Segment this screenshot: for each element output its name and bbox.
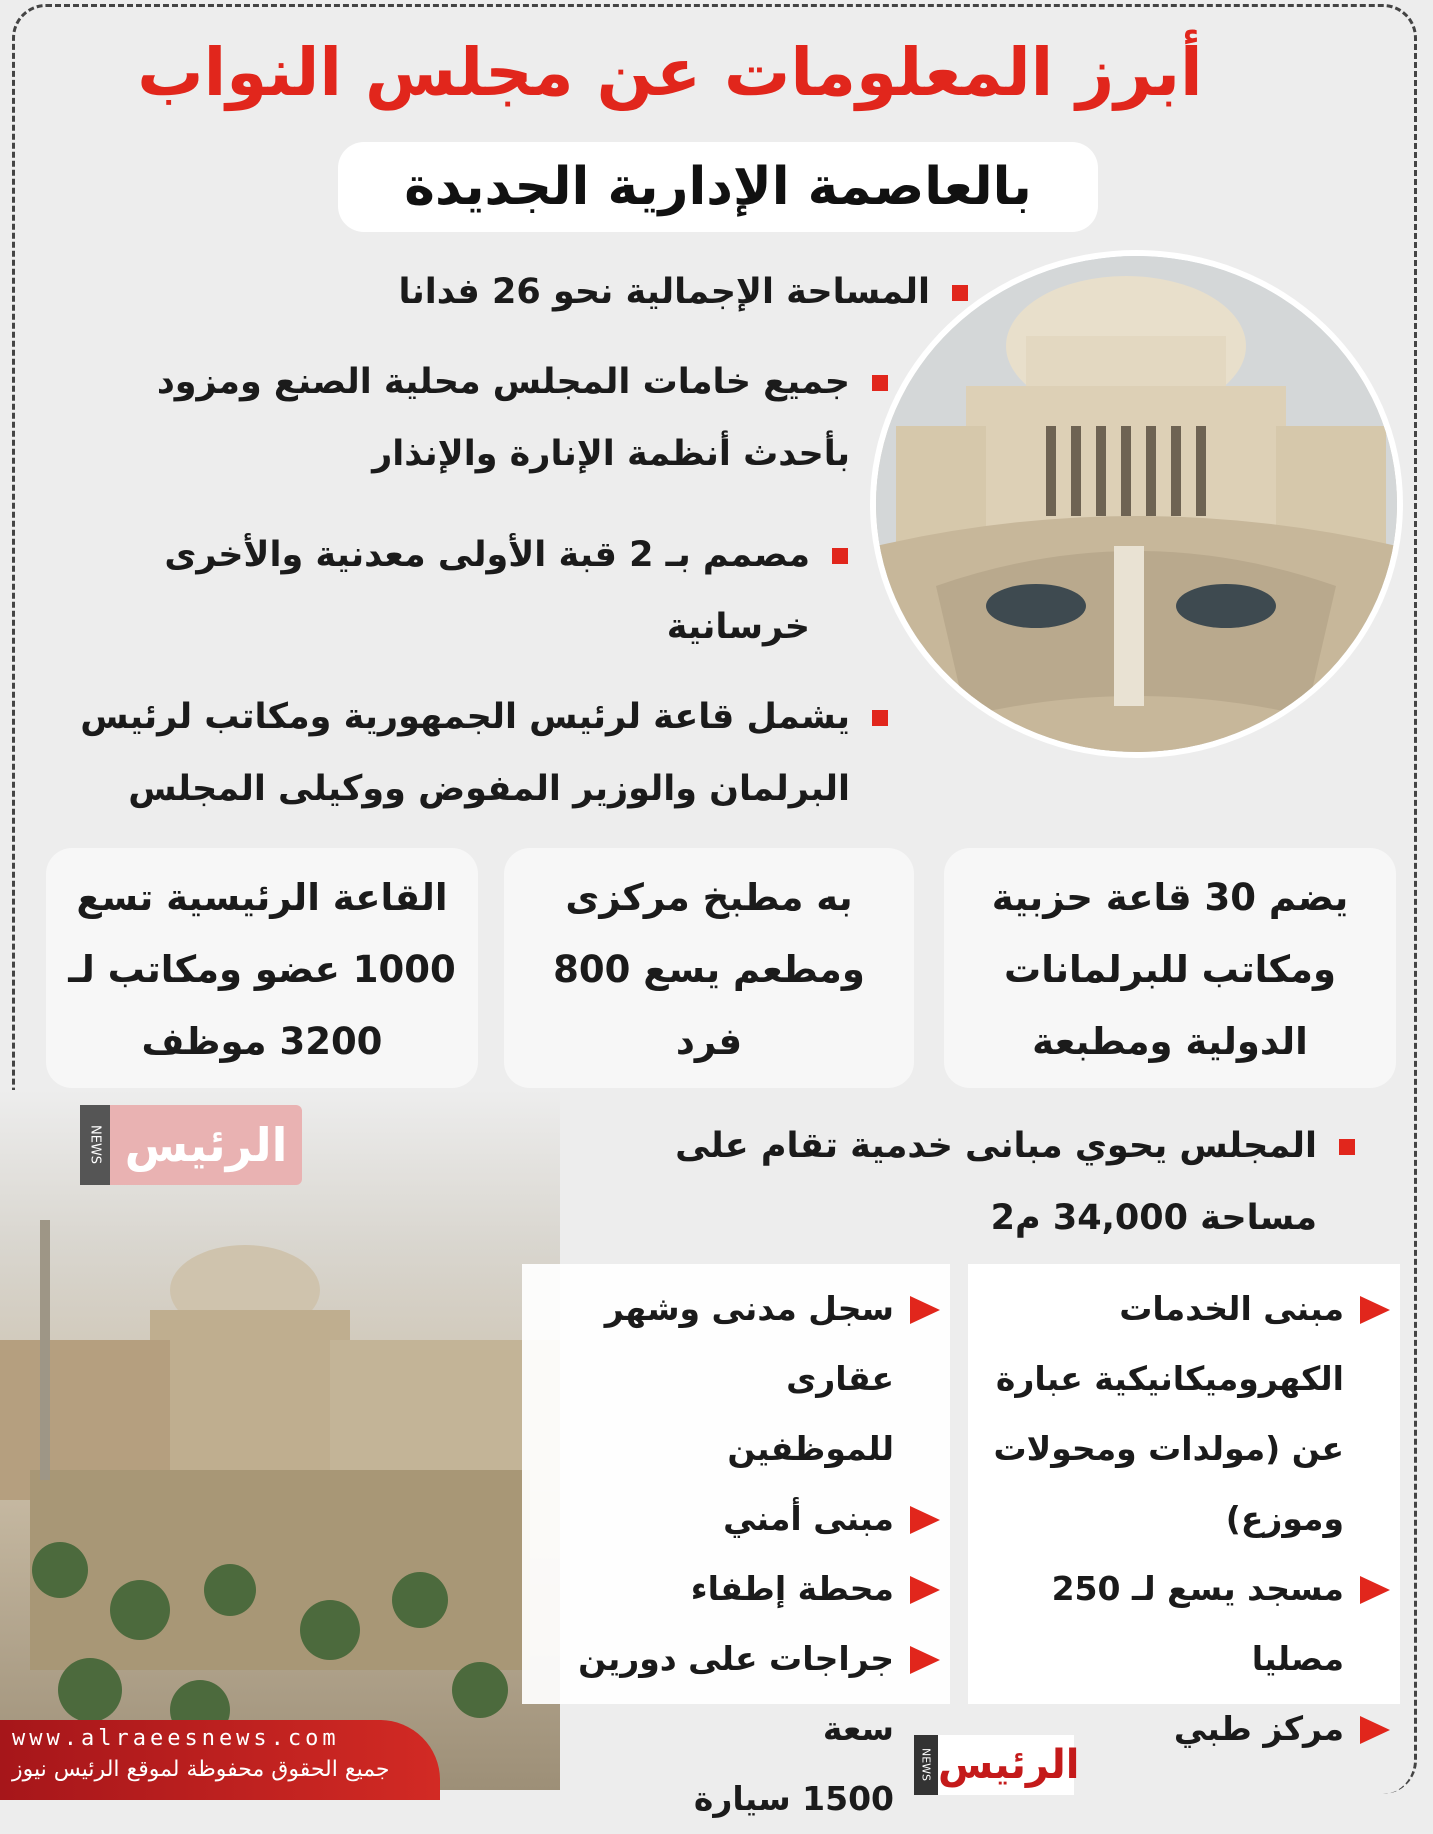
- services-list-left: [522, 1264, 950, 1818]
- services-list-right: [968, 1264, 1400, 1748]
- square-bullet-icon: [1339, 1139, 1355, 1155]
- info-card-kitchen: به مطبخ مركزى ومطعم يسع 800 فرد: [504, 848, 914, 1088]
- square-bullet-icon: [952, 285, 968, 301]
- footer-url[interactable]: www.alraeesnews.com: [12, 1726, 340, 1751]
- square-bullet-icon: [872, 710, 888, 726]
- list-item: محطة إطفاء: [522, 1554, 940, 1624]
- footer-bar: [0, 1720, 440, 1800]
- list-item: سجل مدنى وشهر عقارى: [522, 1274, 940, 1414]
- bullet-total-area: المساحة الإجمالية نحو 26 فدانا: [398, 256, 968, 328]
- square-bullet-icon: [872, 375, 888, 391]
- news-logo-bottom: NEWS الرئيس: [914, 1735, 1074, 1795]
- bullet-materials: جميع خامات المجلس محلية الصنع ومزود بأحدث أنظمة الإنارة والإنذار: [157, 346, 888, 490]
- square-bullet-icon: [832, 548, 848, 564]
- arrow-bullet-icon: [910, 1506, 940, 1534]
- list-item: مسجد يسع لـ 250 مصليا: [968, 1554, 1390, 1694]
- city-illustration: [0, 1090, 560, 1790]
- list-item-continuation: الكهروميكانيكية عبارة: [995, 1359, 1344, 1398]
- list-item: مركز طبي: [968, 1694, 1390, 1764]
- bullet-halls: يشمل قاعة لرئيس الجمهورية ومكاتب لرئيس البرلمان والوزير المفوض ووكيلى المجلس: [80, 681, 888, 825]
- arrow-bullet-icon: [1360, 1296, 1390, 1324]
- news-logo-watermark: NEWS الرئيس: [80, 1105, 302, 1185]
- info-card-party-halls: يضم 30 قاعة حزبية ومكاتب للبرلمانات الدولية ومطبعة: [944, 848, 1396, 1088]
- list-item: مبنى أمني: [522, 1484, 940, 1554]
- list-item-continuation: للموظفين: [727, 1429, 894, 1468]
- list-item: مبنى الخدمات: [968, 1274, 1390, 1344]
- page-title: أبرز المعلومات عن مجلس النواب: [137, 34, 1203, 111]
- list-item-continuation: 1500 سيارة: [693, 1779, 894, 1818]
- footer-rights: جميع الحقوق محفوظة لموقع الرئيس نيوز: [12, 1757, 390, 1782]
- list-item-continuation: وموزع): [1225, 1499, 1344, 1538]
- aerial-city-photo: [0, 1090, 560, 1790]
- list-item: جراجات على دورين سعة: [522, 1624, 940, 1764]
- list-item-continuation: عن (مولدات ومحولات: [993, 1429, 1344, 1468]
- info-card-main-hall: القاعة الرئيسية تسع 1000 عضو ومكاتب لـ 3200 موظف: [46, 848, 478, 1088]
- building-illustration: [876, 256, 1397, 752]
- arrow-bullet-icon: [910, 1576, 940, 1604]
- bullet-service-buildings: المجلس يحوي مبانى خدمية تقام على مساحة 34,000 م2: [675, 1110, 1355, 1254]
- arrow-bullet-icon: [910, 1646, 940, 1674]
- arrow-bullet-icon: [910, 1296, 940, 1324]
- arrow-bullet-icon: [1360, 1576, 1390, 1604]
- bullet-domes: مصمم بـ 2 قبة الأولى معدنية والأخرى خرسانية: [164, 519, 848, 663]
- page-subtitle: بالعاصمة الإدارية الجديدة: [404, 157, 1032, 217]
- subtitle-box: [338, 142, 1098, 232]
- arrow-bullet-icon: [1360, 1716, 1390, 1744]
